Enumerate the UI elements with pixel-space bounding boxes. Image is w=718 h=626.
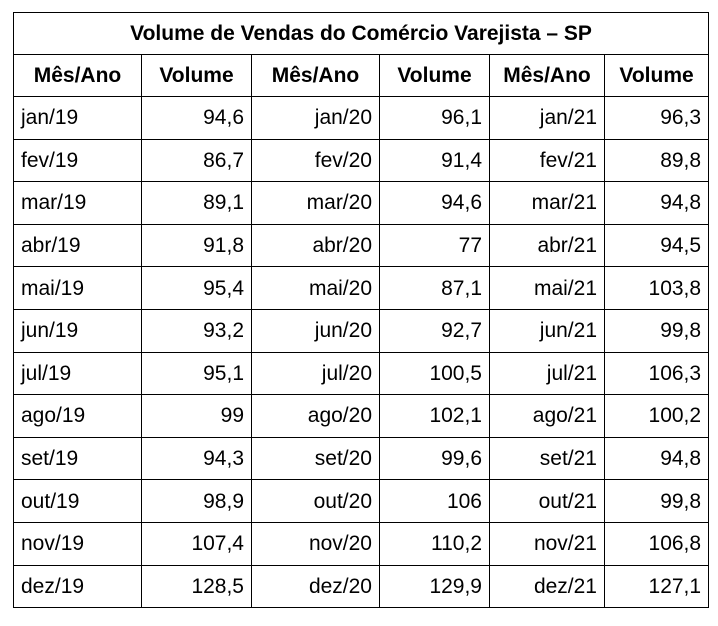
volume-cell: 106,8 <box>605 522 709 565</box>
header-volume: Volume <box>605 55 709 97</box>
month-cell: mai/21 <box>490 267 605 310</box>
volume-cell: 129,9 <box>380 565 490 608</box>
month-cell: dez/21 <box>490 565 605 608</box>
month-cell: jun/21 <box>490 309 605 352</box>
month-cell: fev/20 <box>252 139 380 182</box>
month-cell: abr/19 <box>14 224 142 267</box>
volume-cell: 91,8 <box>142 224 252 267</box>
volume-cell: 94,8 <box>605 182 709 225</box>
table-row <box>14 182 709 225</box>
volume-cell: 128,5 <box>142 565 252 608</box>
month-cell: nov/19 <box>14 522 142 565</box>
volume-cell: 89,8 <box>605 139 709 182</box>
volume-cell: 89,1 <box>142 182 252 225</box>
sales-volume-table <box>13 12 709 608</box>
volume-cell: 95,4 <box>142 267 252 310</box>
volume-cell: 94,6 <box>380 182 490 225</box>
table-row <box>14 139 709 182</box>
volume-cell: 91,4 <box>380 139 490 182</box>
table-row <box>14 352 709 395</box>
table-row <box>14 97 709 140</box>
volume-cell: 99,8 <box>605 480 709 523</box>
volume-cell: 94,3 <box>142 437 252 480</box>
month-cell: out/21 <box>490 480 605 523</box>
month-cell: jul/19 <box>14 352 142 395</box>
month-cell: jan/19 <box>14 97 142 140</box>
month-cell: jul/21 <box>490 352 605 395</box>
volume-cell: 103,8 <box>605 267 709 310</box>
table-body <box>14 97 709 608</box>
volume-cell: 106,3 <box>605 352 709 395</box>
month-cell: jul/20 <box>252 352 380 395</box>
volume-cell: 86,7 <box>142 139 252 182</box>
month-cell: dez/19 <box>14 565 142 608</box>
month-cell: out/20 <box>252 480 380 523</box>
volume-cell: 94,5 <box>605 224 709 267</box>
month-cell: mai/20 <box>252 267 380 310</box>
table-row <box>14 395 709 438</box>
month-cell: ago/20 <box>252 395 380 438</box>
header-month-year: Mês/Ano <box>490 55 605 97</box>
volume-cell: 100,5 <box>380 352 490 395</box>
volume-cell: 100,2 <box>605 395 709 438</box>
volume-cell: 110,2 <box>380 522 490 565</box>
volume-cell: 127,1 <box>605 565 709 608</box>
month-cell: jun/20 <box>252 309 380 352</box>
month-cell: nov/20 <box>252 522 380 565</box>
month-cell: dez/20 <box>252 565 380 608</box>
table-row <box>14 480 709 523</box>
volume-cell: 93,2 <box>142 309 252 352</box>
month-cell: set/20 <box>252 437 380 480</box>
month-cell: nov/21 <box>490 522 605 565</box>
header-month-year: Mês/Ano <box>252 55 380 97</box>
table-row <box>14 267 709 310</box>
volume-cell: 99 <box>142 395 252 438</box>
volume-cell: 87,1 <box>380 267 490 310</box>
volume-cell: 94,8 <box>605 437 709 480</box>
volume-cell: 102,1 <box>380 395 490 438</box>
table-row <box>14 565 709 608</box>
month-cell: mar/19 <box>14 182 142 225</box>
volume-cell: 107,4 <box>142 522 252 565</box>
month-cell: out/19 <box>14 480 142 523</box>
table-title-row <box>14 13 709 55</box>
volume-cell: 96,1 <box>380 97 490 140</box>
volume-cell: 94,6 <box>142 97 252 140</box>
month-cell: set/21 <box>490 437 605 480</box>
table-title: Volume de Vendas do Comércio Varejista – SP <box>14 13 709 55</box>
month-cell: jun/19 <box>14 309 142 352</box>
volume-cell: 95,1 <box>142 352 252 395</box>
month-cell: fev/19 <box>14 139 142 182</box>
month-cell: fev/21 <box>490 139 605 182</box>
month-cell: jan/21 <box>490 97 605 140</box>
volume-cell: 98,9 <box>142 480 252 523</box>
table-header-row <box>14 55 709 97</box>
header-volume: Volume <box>142 55 252 97</box>
volume-cell: 99,6 <box>380 437 490 480</box>
header-month-year: Mês/Ano <box>14 55 142 97</box>
month-cell: ago/21 <box>490 395 605 438</box>
month-cell: abr/21 <box>490 224 605 267</box>
month-cell: jan/20 <box>252 97 380 140</box>
volume-cell: 92,7 <box>380 309 490 352</box>
table-row <box>14 522 709 565</box>
header-volume: Volume <box>380 55 490 97</box>
month-cell: abr/20 <box>252 224 380 267</box>
volume-cell: 99,8 <box>605 309 709 352</box>
volume-cell: 106 <box>380 480 490 523</box>
month-cell: set/19 <box>14 437 142 480</box>
month-cell: mai/19 <box>14 267 142 310</box>
month-cell: mar/21 <box>490 182 605 225</box>
month-cell: ago/19 <box>14 395 142 438</box>
table-row <box>14 309 709 352</box>
volume-cell: 77 <box>380 224 490 267</box>
month-cell: mar/20 <box>252 182 380 225</box>
table-row <box>14 437 709 480</box>
table-row <box>14 224 709 267</box>
volume-cell: 96,3 <box>605 97 709 140</box>
